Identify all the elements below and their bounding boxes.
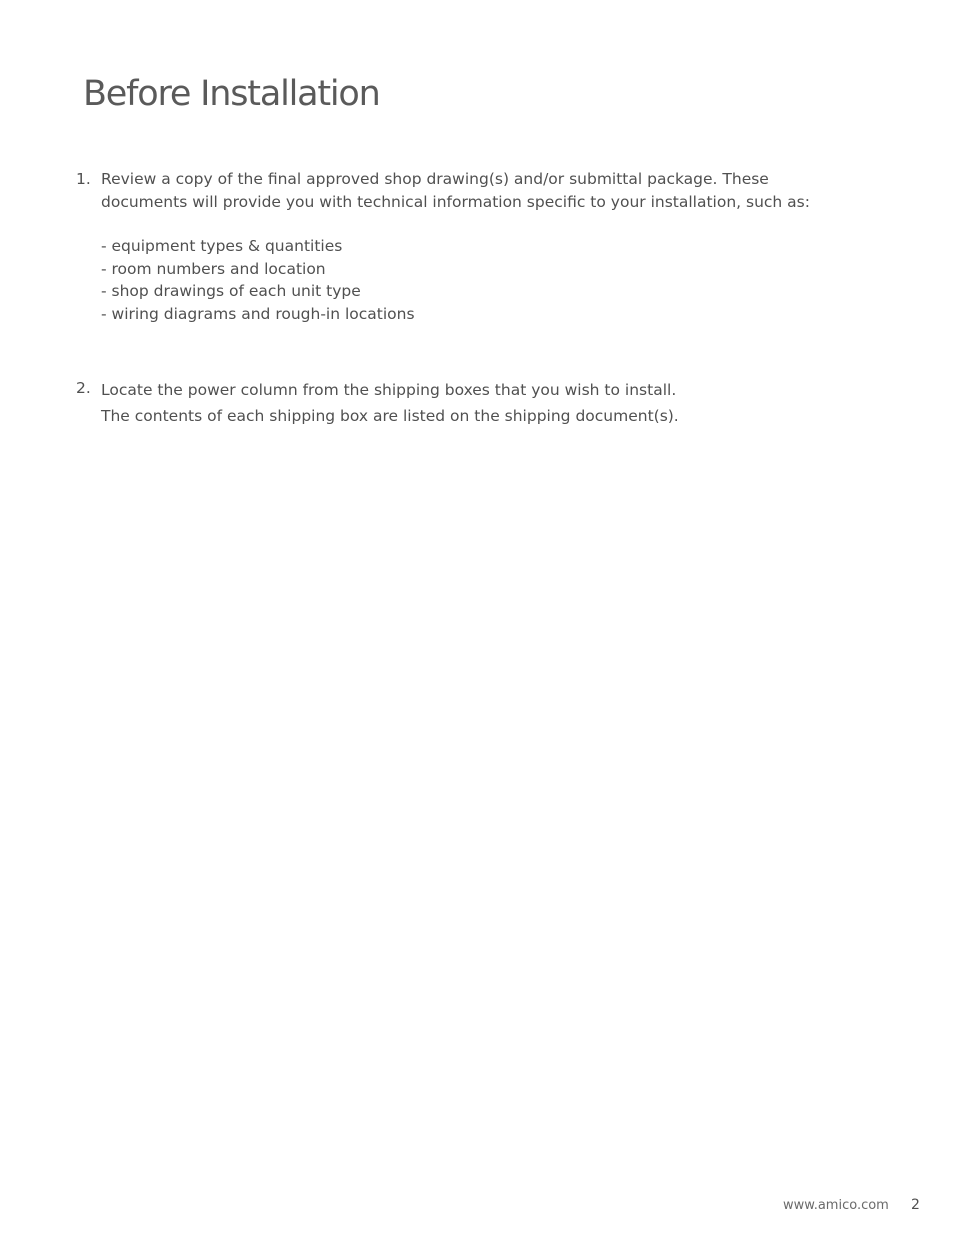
list-item: - wiring diagrams and rough-in locations (101, 305, 415, 324)
page-number: 2 (911, 1197, 920, 1213)
step-number: 2. (76, 379, 91, 397)
list-item: - equipment types & quantities (101, 237, 343, 255)
step-body (101, 377, 861, 429)
step-text-line: Review a copy of the final approved shop drawing(s) and/or submittal package. These (101, 170, 769, 188)
step-text-line: Locate the power column from the shipping boxes that you wish to install. (101, 381, 677, 399)
list-item: - room numbers and location (101, 259, 326, 278)
requirements-list (101, 235, 861, 326)
footer-url: www.amico.com (783, 1198, 889, 1213)
step-text-line: The contents of each shipping box are listed on the shipping document(s). (101, 407, 679, 425)
step-text-line: documents will provide you with technical information specific to your installation, such as: (101, 193, 810, 211)
step-number: 1. (76, 170, 91, 188)
step-body (101, 168, 861, 326)
list-item: - shop drawings of each unit type (101, 282, 361, 301)
page-title: Before Installation (83, 74, 380, 114)
